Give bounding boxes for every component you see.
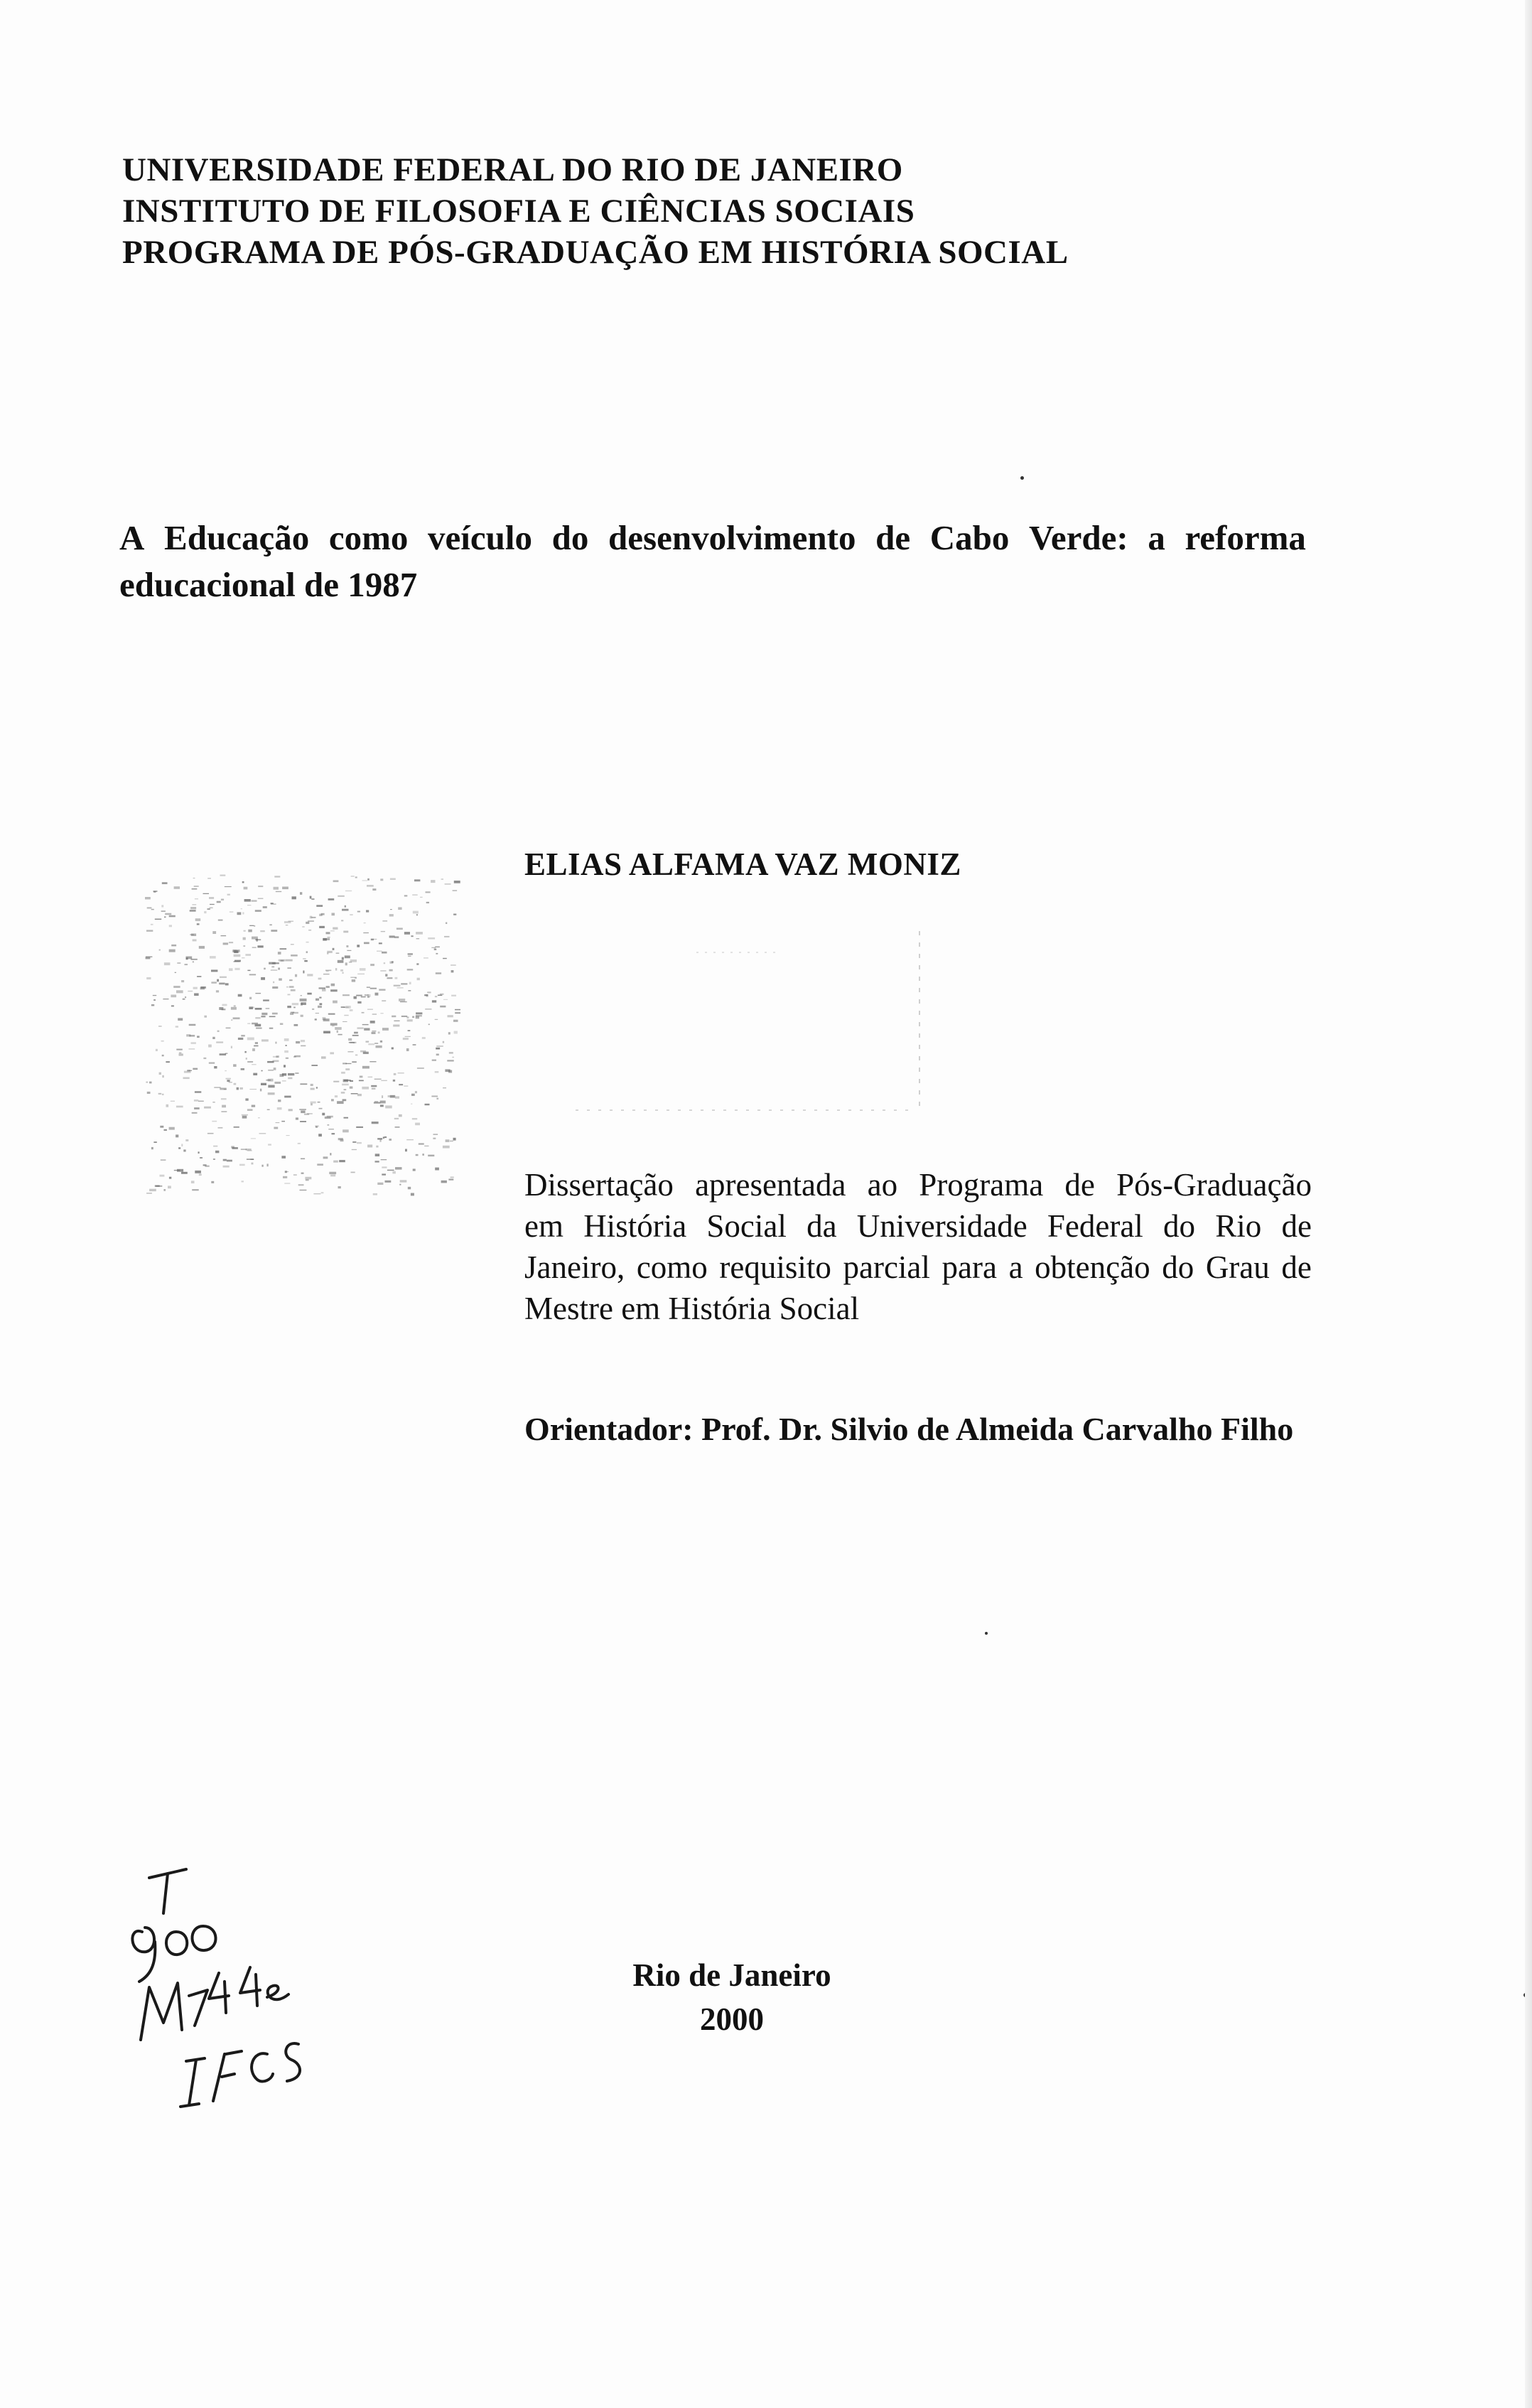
dissertation-statement <box>524 1164 1312 1329</box>
statement-word: Dissertação <box>524 1167 674 1203</box>
statement-word: Pós-Graduação <box>1116 1167 1312 1203</box>
author-name: ELIAS ALFAMA VAZ MONIZ <box>524 846 961 882</box>
statement-word: para <box>942 1249 997 1285</box>
title-word: Verde: <box>1028 518 1128 557</box>
statement-word: do <box>1163 1208 1196 1244</box>
faded-stamp-image <box>139 867 460 1201</box>
statement-line: Mestre em História Social <box>524 1291 860 1326</box>
title-word: Cabo <box>929 518 1010 557</box>
statement-word: Federal <box>1047 1208 1143 1244</box>
statement-word: de <box>1281 1249 1312 1285</box>
statement-word: requisito <box>719 1249 831 1285</box>
advisor-label: Orientador: <box>524 1411 694 1447</box>
university-name: UNIVERSIDADE FEDERAL DO RIO DE JANEIRO <box>122 151 903 188</box>
title-word: veículo <box>428 518 533 557</box>
title-word: A <box>119 518 145 557</box>
statement-word: Social <box>706 1208 787 1244</box>
statement-line <box>524 1247 1312 1288</box>
advisor-line <box>524 1410 1293 1448</box>
title-word: a <box>1148 518 1165 557</box>
statement-word: de <box>1064 1167 1095 1203</box>
scan-edge <box>1525 0 1532 2408</box>
title-word: Educação <box>164 518 310 557</box>
institution-header <box>122 149 1188 273</box>
statement-word: de <box>1281 1208 1312 1244</box>
title-word: reforma <box>1185 518 1306 557</box>
statement-word: a <box>1008 1249 1023 1285</box>
title-word: como <box>328 518 409 557</box>
city: Rio de Janeiro <box>632 1957 831 1993</box>
statement-line <box>524 1164 1312 1205</box>
faint-bleed-through <box>568 924 931 1116</box>
statement-word: Universidade <box>856 1208 1027 1244</box>
statement-word: como <box>636 1249 708 1285</box>
statement-word: parcial <box>843 1249 930 1285</box>
statement-word: Rio <box>1215 1208 1262 1244</box>
title-line-1 <box>119 515 1306 561</box>
statement-word: Grau <box>1205 1249 1270 1285</box>
statement-word: apresentada <box>695 1167 846 1203</box>
title-word: do <box>551 518 589 557</box>
statement-word: obtenção <box>1035 1249 1150 1285</box>
statement-word: Programa <box>919 1167 1044 1203</box>
statement-word: da <box>807 1208 837 1244</box>
place-and-year <box>625 1953 838 2041</box>
statement-line <box>524 1205 1312 1247</box>
title-line-2: educacional de 1987 <box>119 565 418 604</box>
scan-speck <box>985 1632 988 1635</box>
year: 2000 <box>700 2001 764 2037</box>
dissertation-title <box>119 515 1306 608</box>
statement-word: História <box>583 1208 687 1244</box>
program-name: PROGRAMA DE PÓS-GRADUAÇÃO EM HISTÓRIA SOCIAL <box>122 234 1069 271</box>
scan-speck <box>1020 476 1024 480</box>
title-word: desenvolvimento <box>608 518 856 557</box>
advisor-name: Prof. Dr. Silvio de Almeida Carvalho Filho <box>701 1411 1294 1447</box>
statement-word: ao <box>867 1167 898 1203</box>
institute-name: INSTITUTO DE FILOSOFIA E CIÊNCIAS SOCIAIS <box>122 193 915 230</box>
statement-word: do <box>1162 1249 1194 1285</box>
statement-word: Janeiro, <box>524 1249 625 1285</box>
title-word: de <box>875 518 911 557</box>
statement-word: em <box>524 1208 563 1244</box>
handwritten-call-number <box>121 1848 377 2118</box>
